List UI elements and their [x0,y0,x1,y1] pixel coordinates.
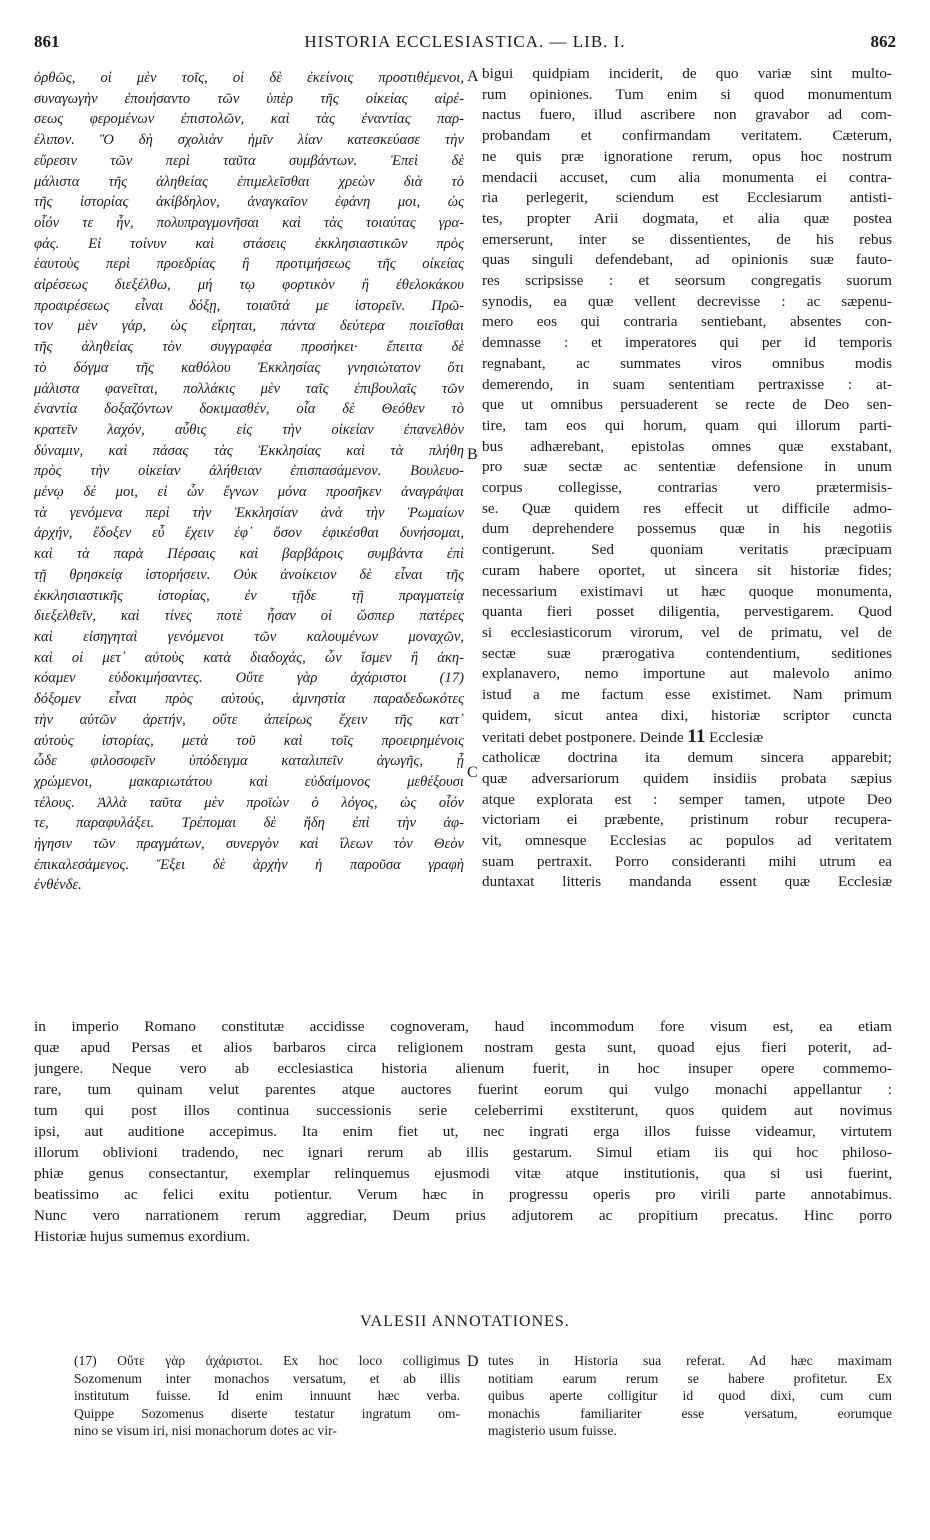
latin-text-line: quidem, sicut antea dixi, historiæ scriptor cuncta [482,706,892,724]
latin-text-line: ipsi, aut auditione accepimus. Ita enim fiet ut, nec ingrati erga illos fuisse videamur, virtutem [34,1123,892,1140]
latin-text-line: mero eos qui contraria sentiebant, absentes con- [482,313,892,331]
latin-text-line: Nunc vero narrationem rerum aggrediar, Deum prius adjutorem ac propitium precatus. Hinc porro [34,1207,892,1224]
greek-text-line: αἱρέσεως διεξέλθω, μή τῳ φορτικὸν ἢ ἐθελοκάκου [34,277,464,294]
greek-text-line: ὧδε φιλοσοφεῖν ὑπόδειγμα καταλιπεῖν ἀγωγῆς, ᾗ [34,753,464,770]
latin-text-line: bigui quidpiam inciderit, de quo variæ sint multo- [482,65,892,82]
greek-text-line: αὐτοὺς ἱστορίας, μετὰ τοῦ καὶ τοῖς προειρημένοις [34,732,464,749]
greek-text-line: δύναμιν, καὶ πάσας τὰς Ἐκκλησίας καὶ τὰ πλήθη [34,442,464,459]
latin-text-line: beatissimo ac felici exitu potientur. Verum hæc in progressu operis pro virili parte annotabimus. [34,1186,892,1203]
latin-text-line: mendacii accuset, cum alia monumenta ei contra- [482,168,892,186]
latin-text-line: atque explorata est : semper tamen, utpote Deo [482,790,892,808]
greek-text-line: δόξομεν εἶναι πρὸς αὐτούς, ἀμνηστία παραδεδωκότες [34,691,464,708]
latin-text-line: ne quis præ ignoratione rerum, opus hoc nostrum [482,147,892,165]
greek-text-line: τῇ θρησκείᾳ ἱστορήσειν. Οὐκ ἀνοίκειον δὲ εἶναι τῆς [34,566,464,583]
greek-text-line: κρατεῖν λαχόν, αὖθις εἰς τὴν οἰκείαν ἐπανελθὸν [34,421,464,438]
latin-text-line: se. Quæ quidem res effecit ut difficile admo- [482,499,892,517]
annotations-title: VALESII ANNOTATIONES. [360,1313,570,1330]
latin-text-line: corpus collegisse, contrarias vero prætermisis- [482,479,892,497]
latin-text-segment: Ecclesiæ [705,728,764,746]
latin-text-line [482,727,892,749]
latin-text-line: synodis, ea quæ vellent decrevisse : ac sæpenu- [482,292,892,310]
greek-text-line: ἐναντία δοξαζόντων δοκιμασθέν, οἷα δὲ Θεόθεν τὸ [34,401,464,418]
latin-text-line: rare, tum quinam velut parentes atque auctores fuerint eorum qui vulgo monachi appellantur : [34,1081,892,1098]
latin-text-line: in imperio Romano constitutæ accidisse cognoveram, haud incommodum fore visum est, ea etiam [34,1018,892,1035]
greek-text-line: μάλιστα φανεῖται, πολλάκις μὲν ταῖς ἐπιβουλαῖς τῶν [34,380,464,397]
greek-text-line: ἑαυτοὺς περὶ προεδρίας ἢ προτιμήσεως τῆς οἰκείας [34,256,464,273]
latin-text-line: quæ adversariorum quidem insidiis probata sæpius [482,769,892,787]
latin-text-line: Historiæ hujus sumemus exordium. [34,1228,250,1245]
latin-text-line: quas singuli defendebant, ad opinionis suæ fauto- [482,251,892,269]
greek-text-line: τέλους. Ἀλλὰ ταῦτα μὲν προϊὼν ὁ λόγος, ὡς οἷόν [34,794,464,811]
greek-text-line: προαιρέσεως εἶναι δόξῃ, τοιαῦτά με ἱστορεῖν. Πρῶ- [34,297,464,314]
latin-text-line: demnasse : et imperatores qui per id temporis [482,334,892,352]
greek-text-line: διεξελθεῖν, καὶ τίνες ποτὲ ἦσαν οἱ ὥσπερ πατέρες [34,608,464,625]
greek-text-line: χρώμενοι, μακαριωτάτου καὶ εὐδαίμονος μεθέξουσι [34,773,464,790]
annotation-line: quibus aperte colligitur id quod dixi, cum cum [488,1388,892,1403]
greek-text-line: έλιπον. Ὃ δὴ σχολιὰν ἡμῖν λίαν κατεσκεύασε τὴν [34,132,464,149]
greek-text-line: κόαμεν εὐδοκιμήσαντες. Οὔτε γὰρ ἀχάριστοι (17) [34,670,464,687]
margin-marker-b: B [467,446,478,463]
full-width-text [34,1016,892,1247]
greek-text-line: τὸ δόγμα τῆς καθόλου Ἐκκλησίας γνησιώτατον ὅτι [34,359,464,376]
latin-text-line: jungere. Neque vero ab ecclesiastica historia alienum fuerit, in hoc insuper opere commemo- [34,1060,892,1077]
latin-text-line: tire, tam eos qui horum, quam qui illorum parti- [482,416,892,434]
latin-text-line: regnabant, ac summates viros omnibus modis [482,354,892,372]
greek-text-line: τον μὲν γάρ, ὡς εἴρηται, πάντα δεύτερα ποιεῖσθαι [34,318,464,335]
greek-text-line: εὕρεσιν τῶν περὶ ταῦτα συμβάντων. Ἐπεὶ δὲ [34,152,464,169]
latin-text-line: probandam et confirmandam veritatem. Cæterum, [482,127,892,145]
latin-text-line: que ut omnibus persuaderent se recte de Deo sen- [482,396,892,414]
latin-text-line: necessarium existimavi ut hæc quoque monumenta, [482,582,892,600]
latin-text-line: victoriam ei præbente, pristinum robur recupera- [482,811,892,829]
latin-text-line: istud a me factum esse existimet. Nam primum [482,686,892,704]
greek-text-line: καὶ εἰσηγηταὶ γενόμενοι τῶν καλουμένων μοναχῶν, [34,628,464,645]
annotation-left-column [74,1352,460,1440]
latin-text-line: quæ apud Persas et alios barbaros circa religionem nostram gesta sunt, quoad ejus fieri poterit, ad- [34,1039,892,1056]
running-header [34,32,896,58]
latin-text-line: rum opiniones. Tum enim si quod monumentum [482,85,892,103]
greek-column [34,68,464,896]
latin-text-line: vit, omnesque Ecclesias ac populos ad veritatem [482,832,892,850]
latin-text-line: tes, propter Arii dogmata, et alia quæ postea [482,209,892,227]
greek-text-line: ἐπικαλεσάμενος. Ἕξει δὲ ἀρχὴν ἡ παροῦσα γραφὴ [34,856,464,873]
greek-text-line: φάς. Εἰ τοίνυν καὶ στάσεις ἐκκλησιαστικῶν πρὸς [34,235,464,252]
latin-text-line: duntaxat litteris mandanda essent quæ Ecclesiæ [482,873,892,891]
annotation-line: Quippe Sozomenus diserte testatur ingratum om- [74,1405,460,1421]
greek-text-line: τε, παραφυλάξει. Τρέπομαι δὲ ἤδη ἐπὶ τὴν ἀφ- [34,815,464,832]
greek-text-line: μένῳ δέ μοι, εἰ ὧν ἔγνων μόνα προσῆκεν ἀναγράψαι [34,484,464,501]
latin-text-line: phiæ genus consectantur, exemplar relinquemus ejusmodi vitæ atque institutionis, qua si usi fuerint, [34,1165,892,1182]
latin-text-line: si ecclesiasticorum virorum, vel de primatu, vel de [482,623,892,641]
greek-text-line: καὶ οἱ μετ᾽ αὐτοὺς κατὰ διαδοχάς, ὧν ἴσμεν ἢ ἀκη- [34,649,464,666]
margin-marker-a: A [467,68,479,85]
greek-text-line: ὀρθῶς, οἱ μὲν τοῖς, οἱ δὲ ἐκείνοις προστιθέμενοι, [34,70,464,86]
latin-column [482,64,892,893]
greek-text-line: μάλιστα τῆς ἀληθείας ἐπιμελεῖσθαι χρεὼν διὰ τὸ [34,173,464,190]
right-page-number: 862 [870,32,896,51]
annotation-line: magisterio usum fuisse. [488,1423,617,1438]
latin-text-line: sectæ suæ prærogativa contendentium, seditiones [482,644,892,662]
greek-text-line: ἐκκλησιαστικῆς ἱστορίας, ἐν τῇδε τῇ πραγματείᾳ [34,587,464,604]
greek-text-line: πρὸς τὴν οἰκείαν ἀλήθειαν ἐπισπασάμενον. Βουλευο- [34,463,464,480]
annotation-line: (17) Οὔτε γὰρ ἀχάριστοι. Ex hoc loco colligimus [74,1353,460,1368]
latin-text-line: bus adhærebant, epistolas omnes quæ exstabant, [482,437,892,455]
margin-marker-c: C [467,764,478,781]
greek-text-line: τὴν αὐτῶν ἀρετήν, οὔτε ἀπείρως ἔχειν τῆς κατ᾽ [34,711,464,728]
latin-text-line: ria perlegerit, sciendum est Ecclesiarum antisti- [482,189,892,207]
annotation-line: nino se visum iri, nisi monachorum dotes ac vir- [74,1423,337,1438]
latin-text-line: dum deprehendere possemus quæ in his negotiis [482,520,892,538]
annotation-right-column [488,1352,892,1440]
latin-text-line: quanta fieri posset diligentia, pervestigarem. Quod [482,603,892,621]
latin-text-line: contigerunt. Sed quoniam veritatis præcipuam [482,541,892,559]
annotation-line: Sozomenum inter monachos versatum, et ab illis [74,1370,460,1386]
left-page-number: 861 [34,32,60,51]
annotation-line: tutes in Historia sua referat. Ad hæc maximam [488,1353,892,1368]
latin-text-line: illorum oblivioni tradendo, nec ignari rerum ab illis gestarum. Simul etiam iis qui hoc philoso- [34,1144,892,1161]
greek-text-line: τὰ γενόμενα περὶ τὴν Ἐκκλησίαν ἀνὰ τὴν Ῥωμαίων [34,504,464,521]
annotation-line: notitiam earum rerum se habere profitetur. Ex [488,1370,892,1386]
latin-text-line: pro suæ sectæ ac sententiæ defensione in unum [482,458,892,476]
margin-marker-d: D [467,1353,479,1370]
greek-text-line: συναγωγὴν ἐποιήσαντο τῶν ὑπὲρ τῆς οἰκείας αἱρέ- [34,90,464,107]
greek-text-line: τῆς ἀληθείας τὸν συγγραφέα προσήκει· ἔπειτα δὲ [34,339,464,356]
column-number: 11 [687,726,706,747]
greek-text-line: τῆς ἱστορίας ἀκίβδηλον, ἀναγκαῖον ἐφάνη μοι, ὡς [34,194,464,211]
greek-text-line: οἷόν τε ἦν, πολυπραγμονῆσαι καὶ τὰς τοιαύτας γρα- [34,214,464,231]
latin-text-line: res scripsisse : et seorsum congregatis suorum [482,272,892,290]
latin-text-line: catholicæ doctrina ita demum sincera apparebit; [482,749,892,767]
latin-text-line: tum qui post illos continua successionis serie celeberrimi exstiterunt, quos quidem aut novimus [34,1102,892,1119]
latin-text-line: demerendo, in suam sententiam pertraxisse : at- [482,375,892,393]
greek-text-line: ἀρχήν, ἔδοξεν εὖ ἔχειν ἐφ᾽ ὅσον ἐφικέσθαι δυνήσομαι, [34,525,464,542]
greek-text-line: ήγησιν τῶν πραγμάτων, συνεργὸν καὶ ἵλεων τὸν Θεὸν [34,836,464,853]
latin-text-segment: veritati debet postponere. Deinde [482,728,688,746]
latin-text-line: nactus fuero, illud ascribere non gravabor ad com- [482,106,892,124]
latin-text-line: suam pertraxit. Porro consideranti mihi utrum ea [482,852,892,870]
annotation-line: institutum fuisse. Id enim innuunt hæc verba. [74,1388,460,1403]
latin-text-line: curam habere oportet, ut sincera sit historiæ fides; [482,561,892,579]
latin-text-line: emerserunt, inter se dissentientes, de his rebus [482,230,892,248]
running-title: HISTORIA ECCLESIASTICA. — LIB. I. [304,32,626,51]
greek-text-line: ἐνθένδε. [34,877,82,894]
greek-text-line: σεως φερομένων ἐπιστολῶν, καὶ τὰς ἐναντίας παρ- [34,111,464,128]
greek-text-line: καὶ τὰ παρὰ Πέρσαις καὶ βαρβάροις συμβάντα ἐπὶ [34,546,464,563]
latin-text-line: explanavero, nemo importune aut malevolo animo [482,665,892,683]
annotation-line: monachis familiariter esse versatum, eorumque [488,1405,892,1421]
